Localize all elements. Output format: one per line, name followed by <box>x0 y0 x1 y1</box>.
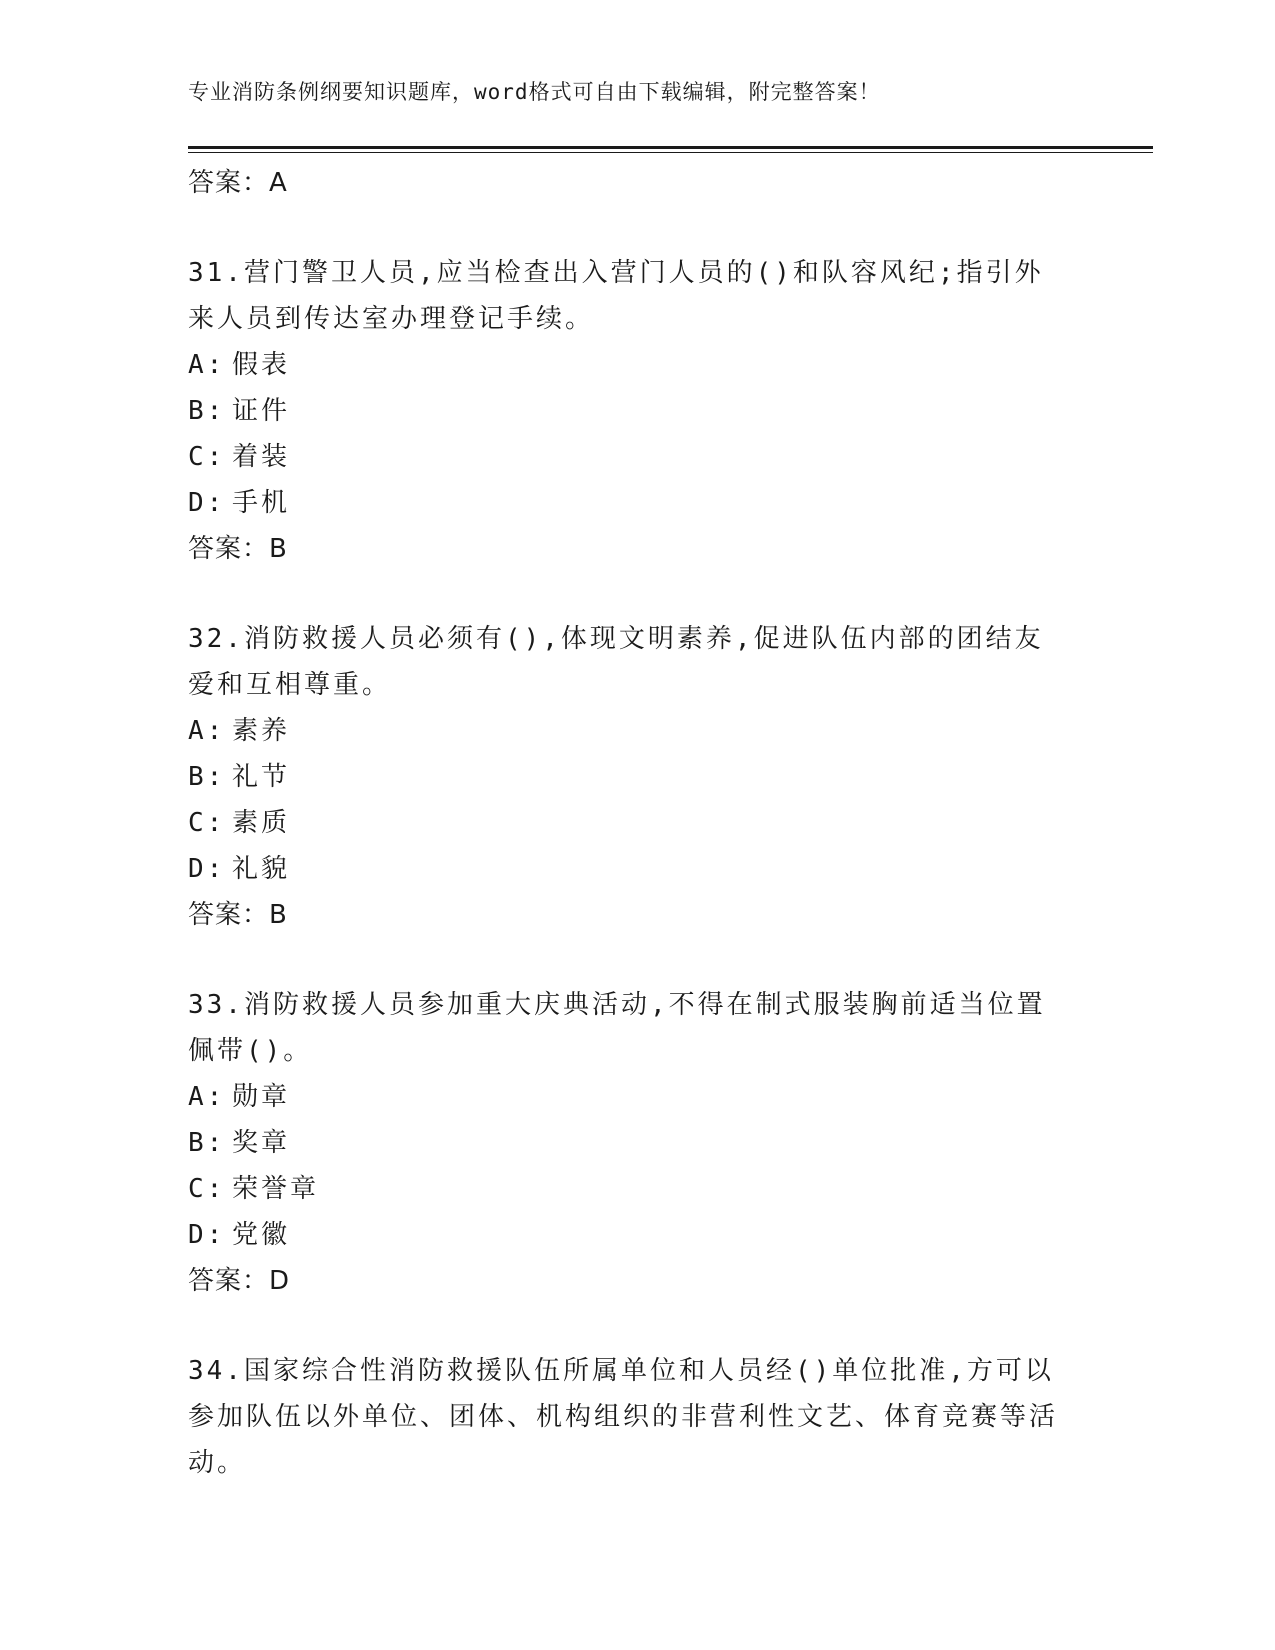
option-a <box>188 708 1153 754</box>
option-text: 素养 <box>232 716 291 746</box>
option-text: 手机 <box>232 488 291 518</box>
option-letter: A: <box>188 716 226 746</box>
option-a <box>188 342 1153 388</box>
option-d <box>188 846 1153 892</box>
option-c <box>188 800 1153 846</box>
header-divider-thick <box>188 146 1153 149</box>
answer-line: 答案：B <box>188 900 288 930</box>
question-31 <box>188 250 1153 572</box>
option-text: 奖章 <box>232 1128 291 1158</box>
option-b <box>188 1120 1153 1166</box>
option-d <box>188 480 1153 526</box>
question-32 <box>188 616 1153 938</box>
option-letter: B: <box>188 762 226 792</box>
question-text: 34.国家综合性消防救援队伍所属单位和人员经()单位批准,方可以参加队伍以外单位、团体、机构组织的非营利性文艺、体育竞赛等活动。 <box>188 1356 1059 1478</box>
option-letter: D: <box>188 854 226 884</box>
option-text: 礼节 <box>232 762 291 792</box>
option-text: 证件 <box>232 396 291 426</box>
option-d <box>188 1212 1153 1258</box>
option-text: 党徽 <box>232 1220 291 1250</box>
option-text: 礼貌 <box>232 854 291 884</box>
option-letter: C: <box>188 808 226 838</box>
option-text: 荣誉章 <box>232 1174 320 1204</box>
option-text: 着装 <box>232 442 291 472</box>
answer-line: 答案：B <box>188 534 288 564</box>
question-33 <box>188 982 1153 1304</box>
answer-line: 答案：D <box>188 1266 291 1296</box>
option-c <box>188 434 1153 480</box>
question-34 <box>188 1348 1153 1486</box>
header-divider-thin <box>188 152 1153 153</box>
option-text: 素质 <box>232 808 291 838</box>
option-letter: B: <box>188 396 226 426</box>
page-header: 专业消防条例纲要知识题库，word格式可自由下载编辑，附完整答案！ <box>188 80 881 104</box>
option-b <box>188 388 1153 434</box>
option-a <box>188 1074 1153 1120</box>
previous-answer: 答案：A <box>188 168 288 198</box>
option-b <box>188 754 1153 800</box>
question-text: 32.消防救援人员必须有(),体现文明素养,促进队伍内部的团结友爱和互相尊重。 <box>188 624 1044 700</box>
question-text: 31.营门警卫人员,应当检查出入营门人员的()和队容风纪;指引外来人员到传达室办理登记手续。 <box>188 258 1044 334</box>
option-letter: D: <box>188 488 226 518</box>
option-c <box>188 1166 1153 1212</box>
option-text: 勋章 <box>232 1082 291 1112</box>
question-list <box>188 160 1153 1486</box>
option-letter: A: <box>188 1082 226 1112</box>
option-letter: A: <box>188 350 226 380</box>
option-letter: D: <box>188 1220 226 1250</box>
option-letter: B: <box>188 1128 226 1158</box>
question-text: 33.消防救援人员参加重大庆典活动,不得在制式服装胸前适当位置佩带()。 <box>188 990 1046 1066</box>
option-letter: C: <box>188 442 226 472</box>
option-letter: C: <box>188 1174 226 1204</box>
option-text: 假表 <box>232 350 291 380</box>
